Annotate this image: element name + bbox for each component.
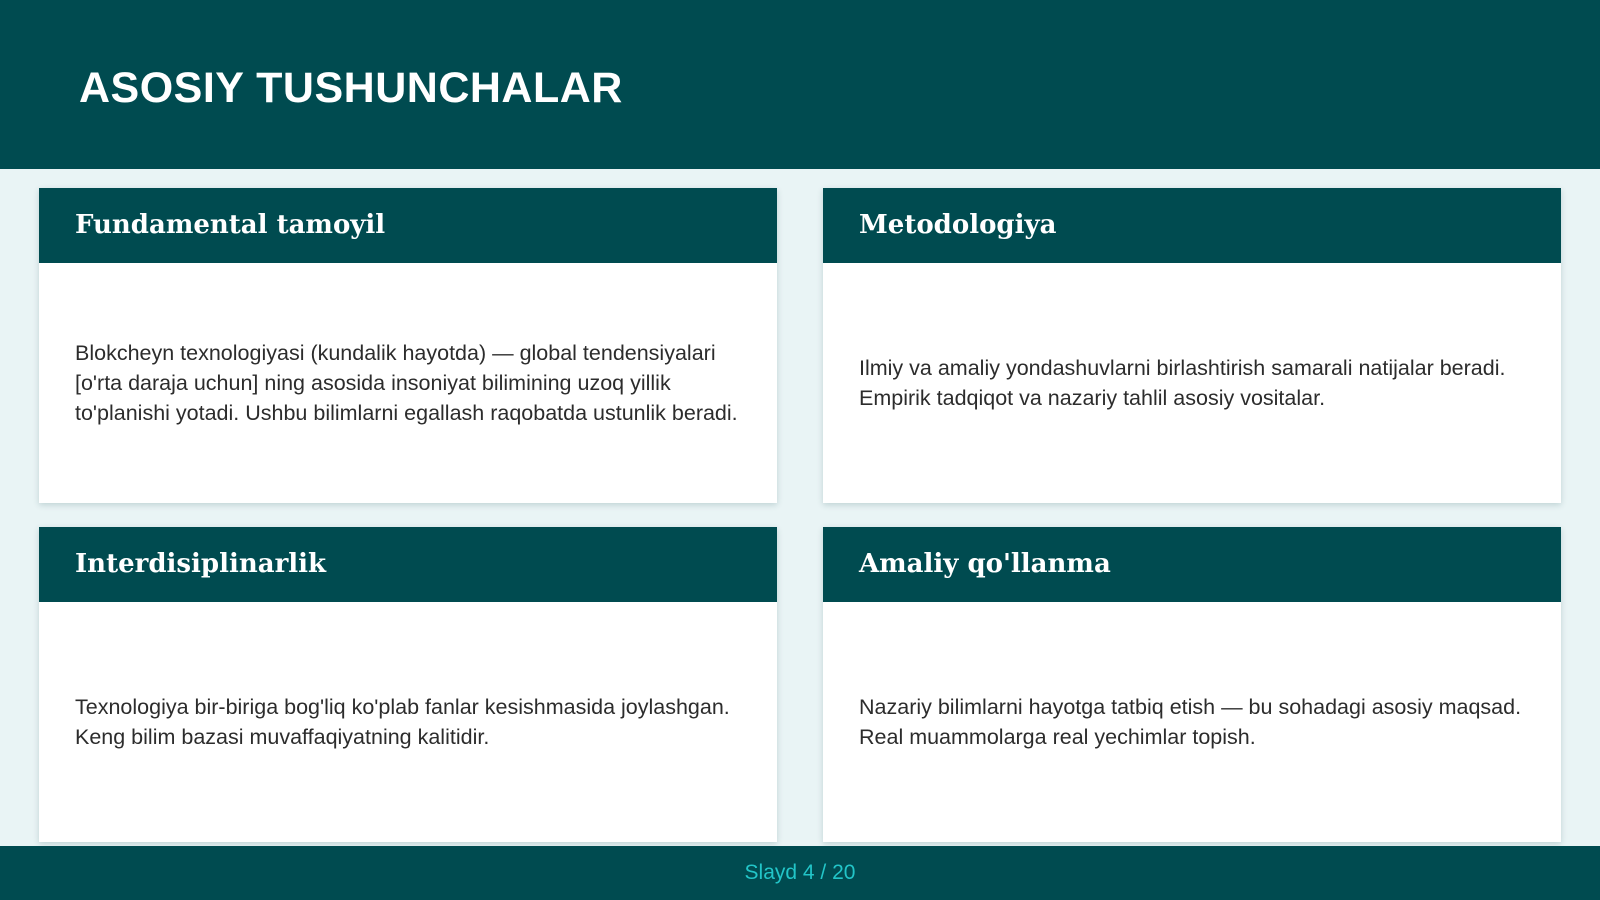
card-title: Fundamental tamoyil [75,210,386,240]
card-practical-application [823,527,1561,842]
card-interdisciplinarity [39,527,777,842]
card-title: Amaliy qo'llanma [859,549,1111,579]
card-header [39,188,777,263]
card-text: Ilmiy va amaliy yondashuvlarni birlashtirish samarali natijalar beradi. Empirik tadqiqot va nazariy tahlil asosiy vositalar. [859,356,1506,410]
slide-counter: Slayd 4 / 20 [744,861,856,884]
card-fundamental-principle [39,188,777,503]
card-body [823,263,1561,503]
card-header [39,527,777,602]
card-title: Metodologiya [859,210,1057,240]
card-body [39,602,777,842]
slide-header [0,0,1600,169]
card-text: Blokcheyn texnologiyasi (kundalik hayotda) — global tendensiyalari [o'rta daraja uchun] ning asosida insoniyat bilimining uzoq yillik to'planishi yotadi. Ushbu bilimlarni egallash raqobatda ustunlik beradi. [75,341,738,425]
card-body [823,602,1561,842]
page-title: ASOSIY TUSHUNCHALAR [79,64,623,112]
card-title: Interdisiplinarlik [75,549,327,579]
card-body [39,263,777,503]
card-header [823,527,1561,602]
card-text: Nazariy bilimlarni hayotga tatbiq etish — bu sohadagi asosiy maqsad. Real muammolarga real yechimlar topish. [859,695,1522,749]
card-header [823,188,1561,263]
slide-footer [0,846,1600,900]
card-methodology [823,188,1561,503]
card-text: Texnologiya bir-biriga bog'liq ko'plab fanlar kesishmasida joylashgan. Keng bilim bazasi muvaffaqiyatning kalitidir. [75,695,730,749]
